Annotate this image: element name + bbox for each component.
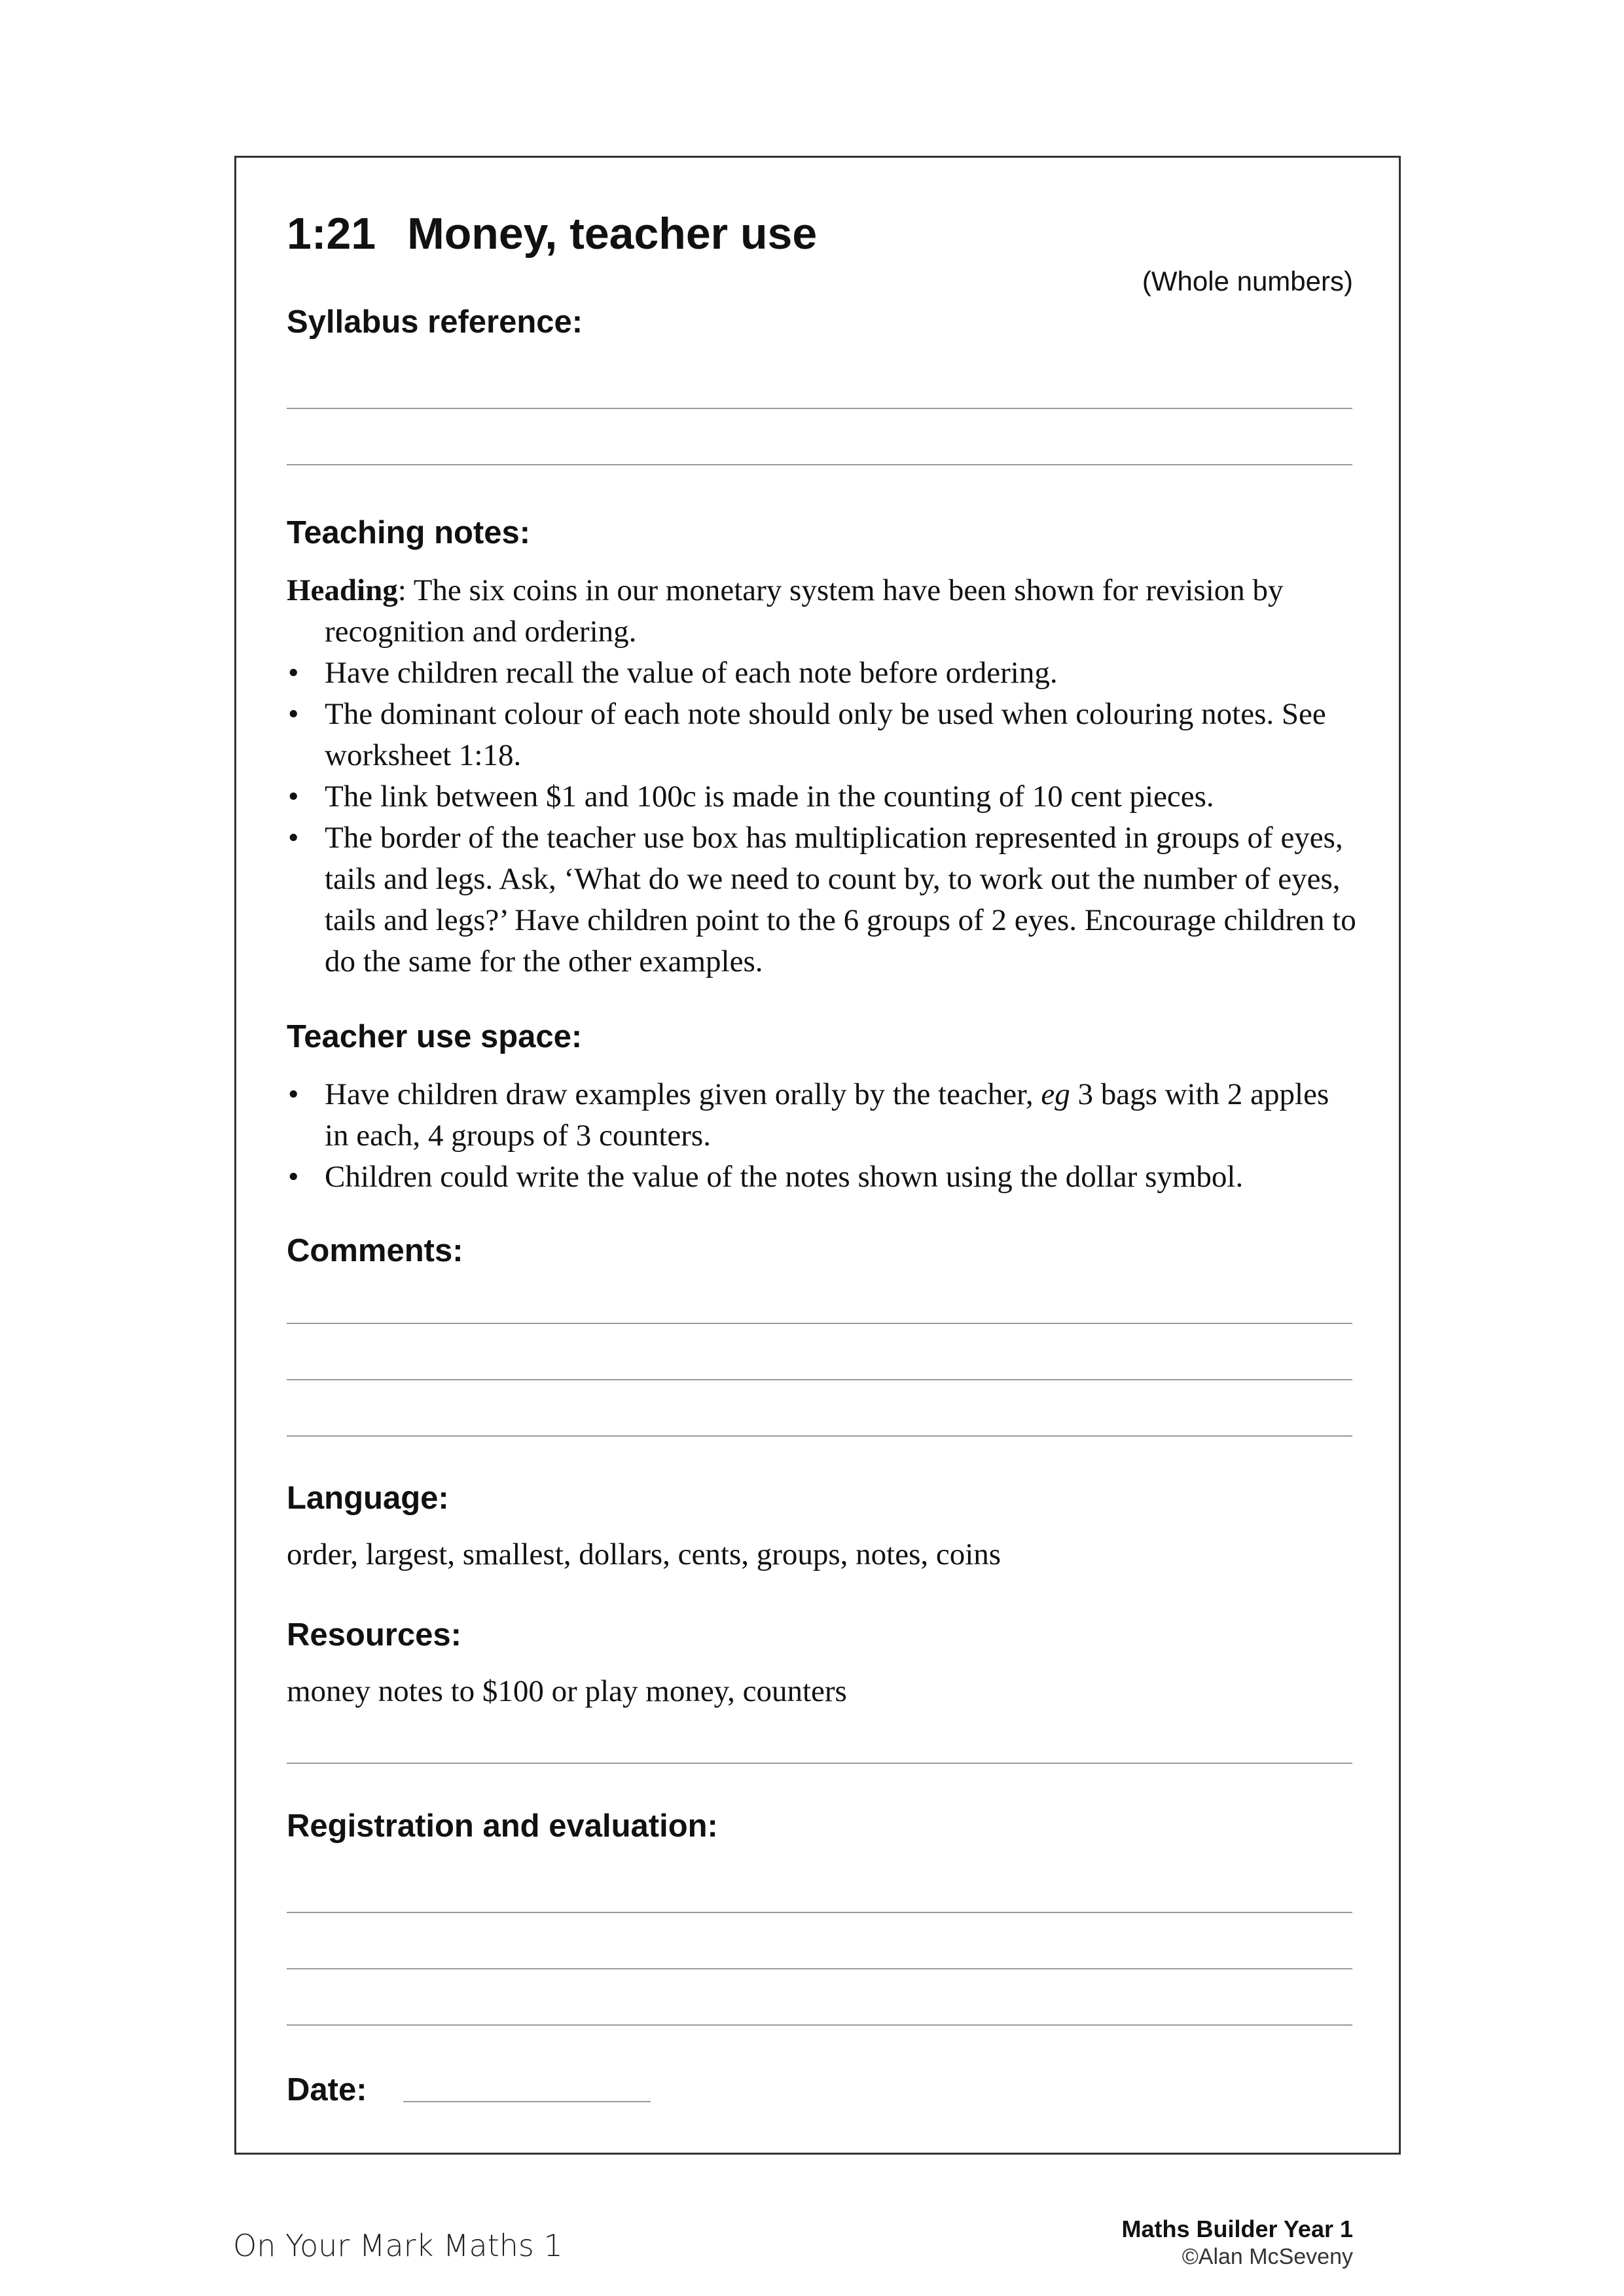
date-line — [403, 2101, 651, 2102]
date-label: Date: — [287, 2072, 367, 2108]
registration-line-3 — [287, 2024, 1352, 2026]
lead-label: Heading — [287, 573, 398, 607]
bullet-text-after: 3 bags with 2 apples in each, 4 groups of 3 counters. — [325, 1077, 1329, 1153]
registration-heading: Registration and evaluation: — [287, 1808, 718, 1844]
bullet-text-before: Have children draw examples given orally by the teacher, — [325, 1077, 1041, 1111]
resources-text: money notes to $100 or play money, counters — [287, 1674, 847, 1708]
worksheet-number: 1:21 — [287, 209, 376, 259]
resources-heading: Resources: — [287, 1617, 461, 1653]
page-title — [287, 208, 817, 259]
category-label: (Whole numbers) — [1142, 266, 1353, 296]
list-item — [287, 1074, 1360, 1157]
comments-line-3 — [287, 1435, 1352, 1437]
registration-line-2 — [287, 1968, 1352, 1969]
comments-heading: Comments: — [287, 1233, 463, 1268]
comments-line-1 — [287, 1323, 1352, 1324]
footer-credits — [1122, 2215, 1353, 2270]
syllabus-line-1 — [287, 408, 1352, 409]
list-item: • The link between $1 and 100c is made in the counting of 10 cent pieces. — [287, 776, 1360, 817]
teacher-use-list — [287, 1074, 1360, 1198]
language-heading: Language: — [287, 1480, 449, 1516]
worksheet-title: Money, teacher use — [407, 209, 818, 259]
list-item: • Children could write the value of the notes shown using the dollar symbol. — [287, 1157, 1360, 1198]
footer-series-title: On Your Mark Maths 1 — [233, 2228, 563, 2263]
list-item: • The dominant colour of each note should only be used when colouring notes. See worksheet 1:18. — [287, 694, 1360, 776]
registration-line-1 — [287, 1912, 1352, 1913]
lead-text: : The six coins in our monetary system have been shown for revision by recognition and ordering. — [325, 573, 1284, 649]
teacher-use-body — [287, 1074, 1360, 1198]
teacher-use-heading: Teacher use space: — [287, 1019, 583, 1054]
resources-line — [287, 1763, 1352, 1764]
footer-copyright: ©Alan McSeveny — [1182, 2244, 1353, 2269]
comments-line-2 — [287, 1379, 1352, 1380]
teaching-notes-heading: Teaching notes: — [287, 515, 531, 550]
bullet-text-emphasis: eg — [1041, 1077, 1070, 1111]
footer-book-title: Maths Builder Year 1 — [1121, 2215, 1353, 2242]
list-item: • The border of the teacher use box has multiplication represented in groups of eyes, tails and legs. Ask, ‘What do we need to count by, to work out the number of eyes, tails and legs?’ Have children point to the 6 groups of 2 eyes. Encourage children to do the same for the other examples. — [287, 817, 1360, 982]
teaching-notes-lead — [287, 570, 1360, 653]
teaching-notes-body — [287, 570, 1360, 982]
list-item: • Have children recall the value of each note before ordering. — [287, 653, 1360, 694]
language-text: order, largest, smallest, dollars, cents, groups, notes, coins — [287, 1537, 1001, 1571]
teaching-notes-list — [287, 653, 1360, 982]
syllabus-heading: Syllabus reference: — [287, 304, 583, 340]
syllabus-line-2 — [287, 464, 1352, 465]
